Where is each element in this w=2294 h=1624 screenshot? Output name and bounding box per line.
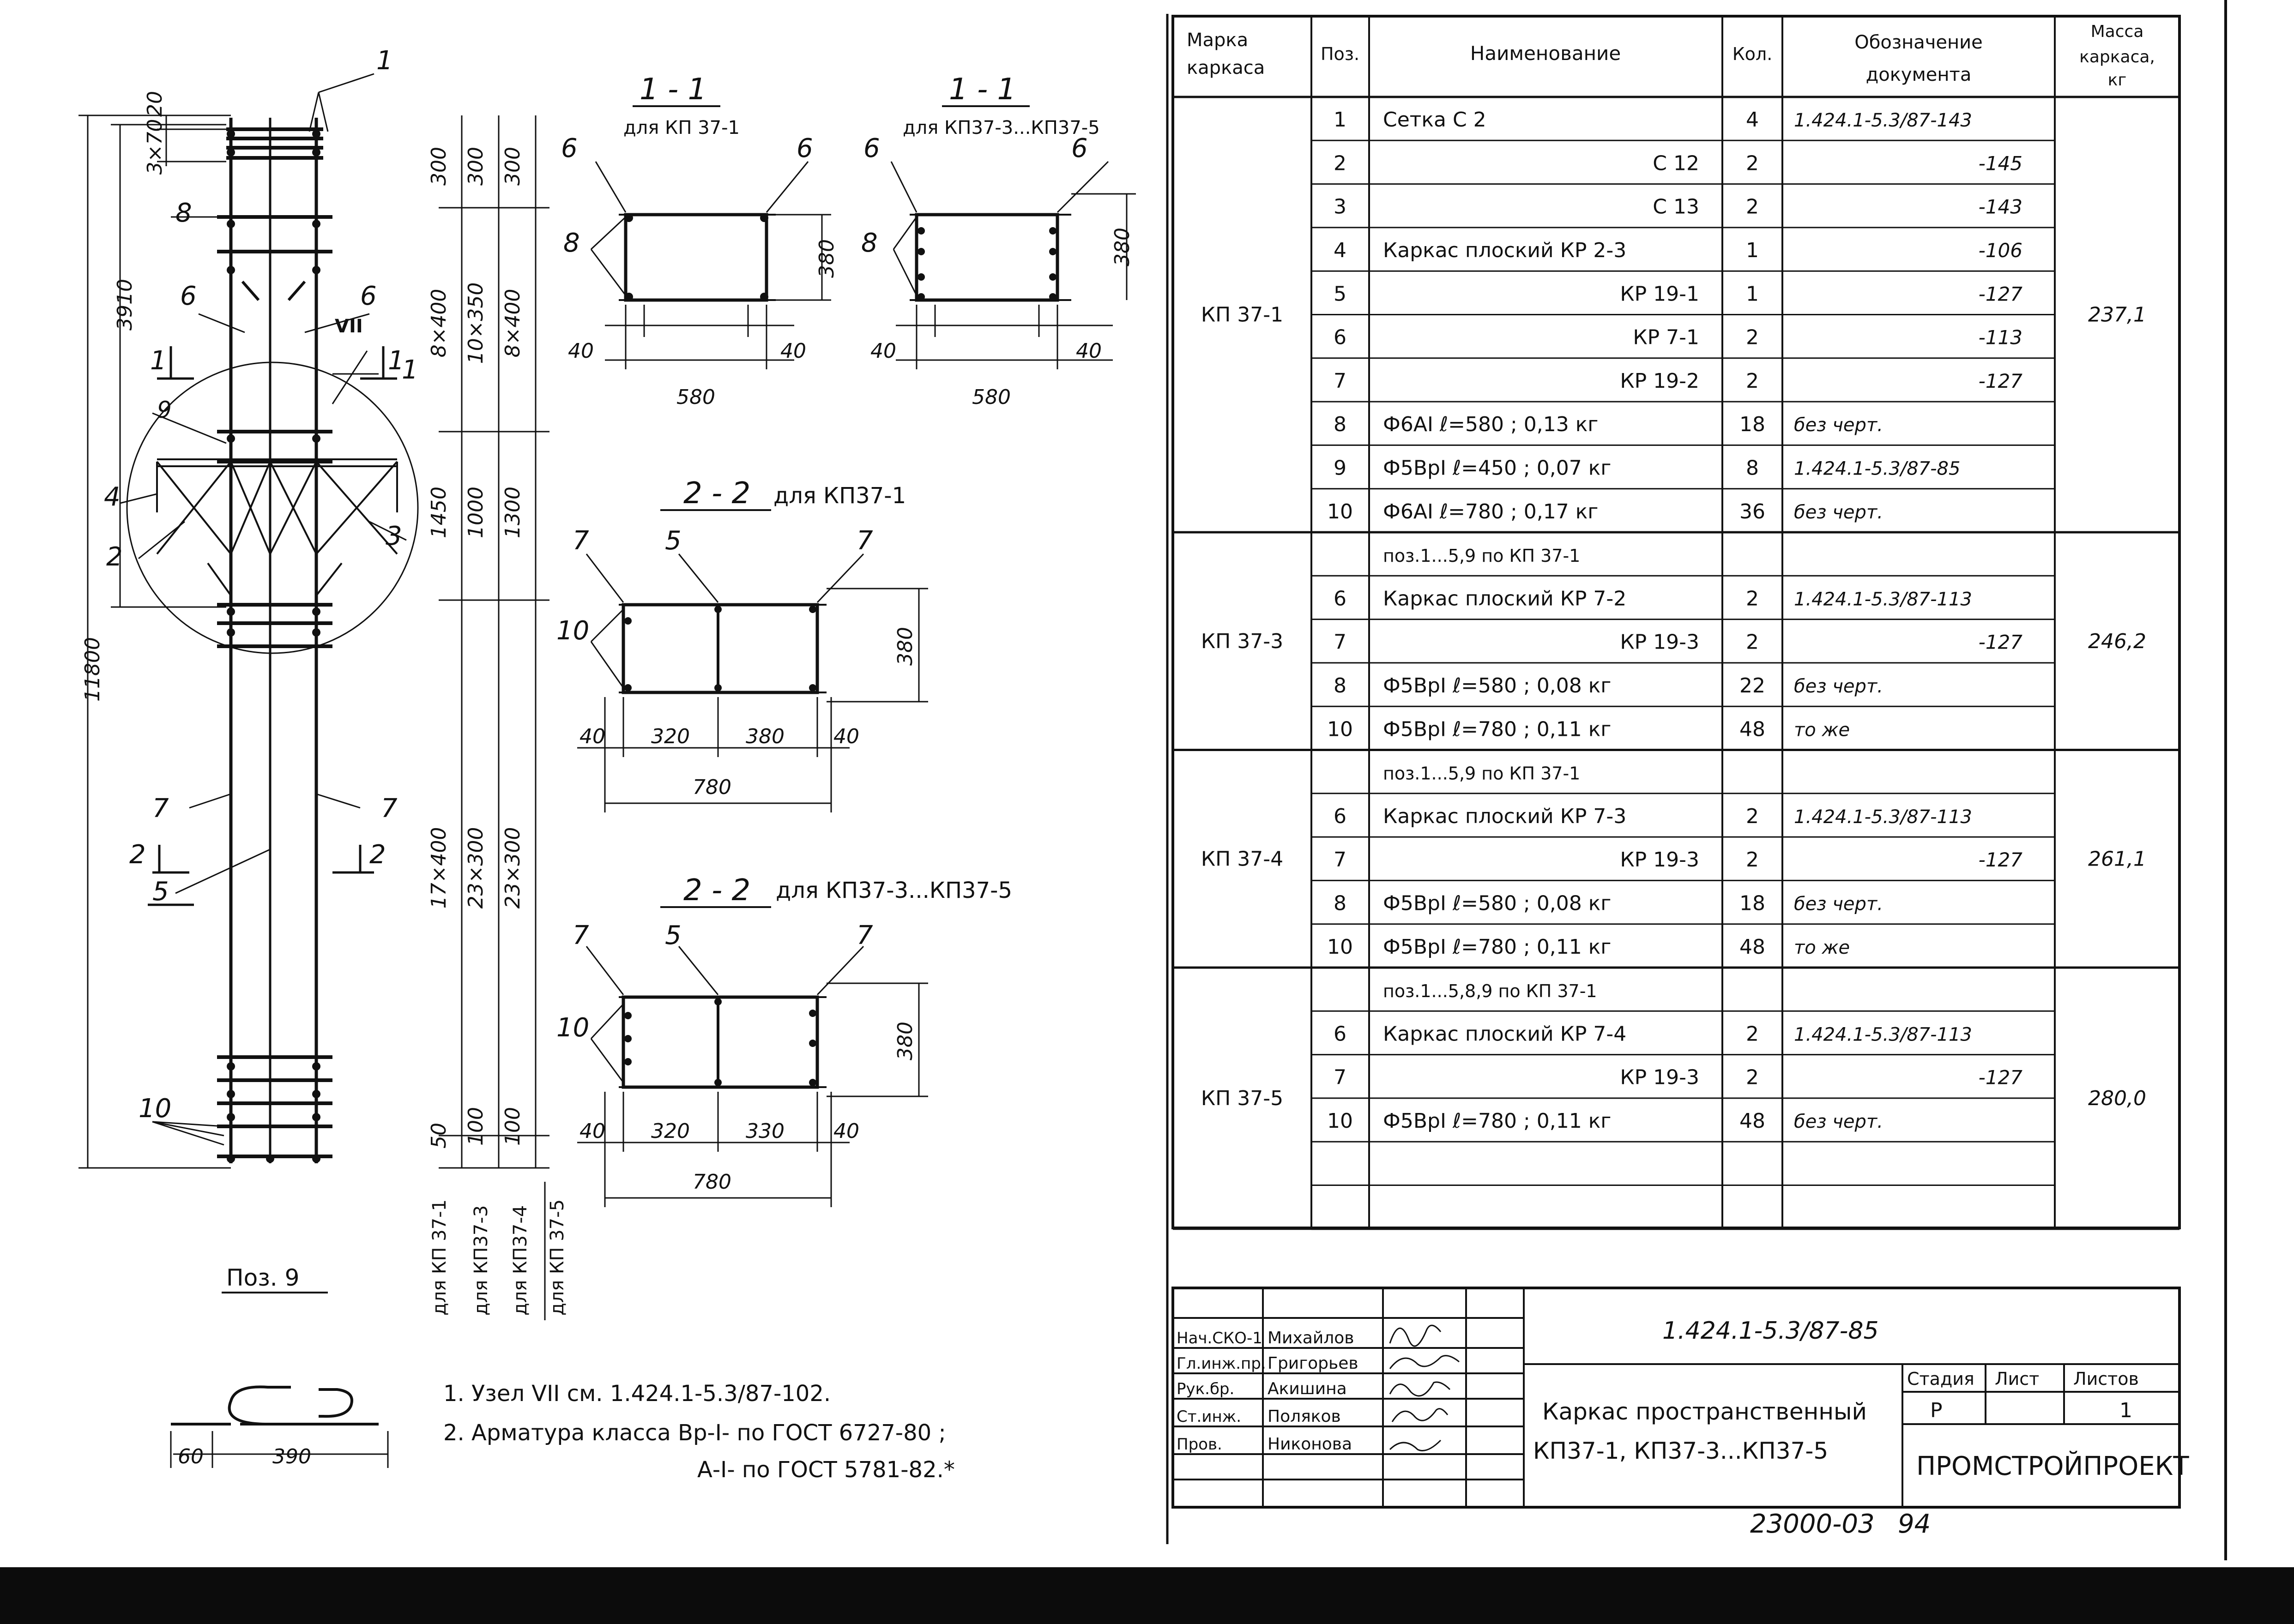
col1-dim-0: 300: [427, 147, 451, 186]
group-mark: КП 37-1: [1201, 303, 1284, 327]
sheets-label: Листов: [2073, 1369, 2139, 1389]
signer-name: Михайлов: [1268, 1329, 1354, 1347]
edge-left-dim: 40: [580, 1119, 605, 1143]
col2-dim-3: 23×300: [464, 827, 488, 909]
height-dim: 380: [893, 627, 917, 666]
row-qty: 2: [1746, 151, 1759, 175]
section-2-2-kp37-1: [556, 476, 928, 812]
row-qty: 1: [1746, 282, 1759, 306]
stage-label: Стадия: [1907, 1369, 1974, 1389]
col2-title: для КП37-3: [471, 1205, 492, 1316]
section-2-2-kp37-3-5: [556, 873, 1012, 1207]
row-qty: 8: [1746, 456, 1759, 480]
row-pos: 4: [1334, 239, 1346, 263]
header-doc-2: документа: [1865, 64, 1972, 85]
title-block: [1173, 1288, 2189, 1539]
row-qty: 2: [1746, 587, 1759, 611]
group-mark: КП 37-5: [1201, 1086, 1284, 1110]
row-qty: 18: [1739, 891, 1765, 915]
label-8: 8: [861, 228, 878, 258]
row-pos: 8: [1334, 674, 1346, 698]
pos-label-7b: 7: [381, 794, 398, 824]
col1-dim-1: 8×400: [427, 289, 451, 358]
label-6a: 6: [863, 133, 880, 163]
header-mark-2: каркаса: [1187, 57, 1265, 78]
col1-dim-2: 1450: [427, 487, 451, 538]
label-6b: 6: [1071, 133, 1088, 163]
header-pos: Поз.: [1320, 44, 1360, 64]
label-7a: 7: [573, 526, 589, 556]
row-doc: -113: [1978, 326, 2022, 349]
pos9-title: Поз. 9: [226, 1264, 300, 1291]
section-mark-1a: 1: [150, 346, 167, 376]
node-mark: VII: [335, 316, 363, 337]
row-name: Ф6АI ℓ=580 ; 0,13 кг: [1383, 413, 1599, 437]
col3-title: для КП37-4: [510, 1205, 531, 1316]
row-doc: -145: [1978, 152, 2022, 175]
pos9-dim-a: 60: [178, 1445, 204, 1468]
row-qty: 2: [1746, 1022, 1759, 1046]
header-doc: Обозначение: [1854, 32, 1983, 53]
notes: [443, 1381, 955, 1483]
signer-name: Никонова: [1268, 1435, 1352, 1454]
edge-left-dim: 40: [870, 339, 896, 363]
row-pos: 6: [1334, 325, 1346, 349]
pos9-dim-b: 390: [272, 1445, 311, 1468]
elevation-labels: [104, 46, 418, 1124]
label-5: 5: [665, 526, 682, 556]
width-dim: 780: [693, 1170, 731, 1194]
row-doc: -143: [1978, 195, 2022, 218]
row-name: Сетка С 2: [1383, 108, 1486, 132]
row-qty: 2: [1746, 369, 1759, 393]
row-doc: -127: [1978, 283, 2022, 306]
sheet-label: Лист: [1995, 1369, 2040, 1389]
col3-dim-4: 100: [501, 1107, 525, 1146]
mid-right-dim: 330: [746, 1119, 785, 1143]
col2-dim-4: 100: [464, 1107, 488, 1146]
signatures: [1390, 1325, 1459, 1450]
mid-left-dim: 320: [651, 1119, 690, 1143]
row-name: поз.1...5,9 по КП 37-1: [1383, 763, 1581, 784]
row-pos: 10: [1327, 1109, 1353, 1133]
row-pos: 8: [1334, 891, 1346, 915]
mid-right-dim: 380: [746, 725, 785, 748]
row-doc: 1.424.1-5.3/87-113: [1794, 589, 1972, 610]
title-line-2: КП37-1, КП37-3...КП37-5: [1533, 1438, 1829, 1464]
row-doc: без черт.: [1794, 1111, 1883, 1133]
row-doc: без черт.: [1794, 676, 1883, 698]
row-doc: -127: [1978, 1066, 2022, 1089]
row-name: КР 19-3: [1620, 848, 1699, 872]
label-10: 10: [556, 1013, 590, 1043]
label-7b: 7: [857, 920, 873, 950]
row-name: КР 19-3: [1620, 630, 1699, 654]
col3-dim-1: 8×400: [501, 289, 525, 358]
section-subtitle: для КП37-3...КП37-5: [903, 117, 1100, 138]
group-mark: КП 37-3: [1201, 629, 1284, 653]
col2-dim-2: 1000: [464, 487, 488, 538]
section-title: 1 - 1: [640, 72, 707, 107]
col1-title: для КП 37-1: [429, 1199, 450, 1316]
row-doc: без черт.: [1794, 501, 1883, 523]
label-6b: 6: [797, 133, 813, 163]
width-dim: 580: [972, 385, 1011, 409]
pos-label-7a: 7: [152, 794, 169, 824]
col3-dim-2: 1300: [501, 487, 525, 538]
row-qty: 36: [1739, 499, 1765, 523]
row-doc: 1.424.1-5.3/87-113: [1794, 806, 1972, 828]
col1-dim-3: 17×400: [427, 827, 451, 909]
row-name: поз.1...5,9 по КП 37-1: [1383, 546, 1581, 566]
row-pos: 7: [1334, 630, 1346, 654]
label-7b: 7: [857, 526, 873, 556]
doc-code: 1.424.1-5.3/87-85: [1662, 1317, 1879, 1345]
title-line-1: Каркас пространственный: [1542, 1398, 1867, 1425]
row-pos: 2: [1334, 151, 1346, 175]
row-name: КР 19-2: [1620, 369, 1699, 393]
pos-label-6b: 6: [360, 281, 377, 311]
row-pos: 9: [1334, 456, 1346, 480]
section-title: 2 - 2: [683, 873, 751, 908]
section-1-1-kp37-3-5: [861, 72, 1136, 409]
section-1-1-kp37-1: [561, 72, 839, 409]
row-doc: -127: [1978, 631, 2022, 654]
pos-label-1: 1: [376, 46, 393, 76]
col3-dim-3: 23×300: [501, 827, 525, 909]
row-name: Ф5ВрI ℓ=580 ; 0,08 кг: [1383, 674, 1612, 698]
row-doc: то же: [1794, 937, 1850, 958]
row-qty: 22: [1739, 674, 1765, 698]
top-offset-dim: 20: [143, 91, 167, 117]
row-pos: 6: [1334, 587, 1346, 611]
row-qty: 4: [1746, 108, 1759, 132]
row-doc: -127: [1978, 369, 2022, 392]
row-name: С 13: [1653, 195, 1699, 219]
spec-table: [1173, 16, 2179, 1229]
org-name: ПРОМСТРОЙПРОЕКТ: [1916, 1451, 2189, 1481]
height-dim: 380: [1111, 228, 1134, 266]
section-mark-2b: 2: [369, 840, 386, 870]
row-name: поз.1...5,8,9 по КП 37-1: [1383, 981, 1597, 1002]
row-name: Каркас плоский КР 7-2: [1383, 587, 1627, 611]
section-subtitle: для КП37-1: [773, 483, 906, 509]
signer-role: Гл.инж.пр.: [1177, 1354, 1266, 1373]
row-doc: без черт.: [1794, 893, 1883, 915]
pos-label-4: 4: [104, 482, 121, 512]
section-mark-1b: 1: [388, 346, 404, 376]
pos-label-10: 10: [139, 1094, 172, 1124]
row-pos: 6: [1334, 1022, 1346, 1046]
scan-edge-band: [0, 1567, 2294, 1624]
header-mark: Марка: [1187, 30, 1249, 51]
header-mass: Масса: [2090, 22, 2144, 41]
archive-number: 23000-03: [1750, 1509, 1875, 1539]
row-name: Каркас плоский КР 7-3: [1383, 804, 1627, 828]
row-pos: 7: [1334, 1065, 1346, 1089]
row-qty: 48: [1739, 1109, 1765, 1133]
note-2: 2. Арматура класса Вр-I- по ГОСТ 6727-80 ;: [443, 1420, 946, 1446]
section-subtitle: для КП 37-1: [623, 117, 740, 138]
row-qty: 1: [1746, 239, 1759, 263]
row-doc: -106: [1978, 239, 2022, 262]
elevation-view: [78, 74, 549, 1168]
top-spacing-dim: 3×70: [143, 119, 167, 175]
header-qty: Кол.: [1732, 44, 1773, 64]
pos-label-2: 2: [106, 542, 123, 572]
node-mark-side: 1: [402, 355, 418, 385]
pos-label-3: 3: [386, 521, 402, 551]
row-doc: 1.424.1-5.3/87-113: [1794, 1024, 1972, 1046]
row-doc: 1.424.1-5.3/87-143: [1794, 110, 1972, 132]
section-title: 2 - 2: [683, 476, 751, 511]
row-qty: 2: [1746, 804, 1759, 828]
row-doc: -127: [1978, 848, 2022, 872]
label-8: 8: [563, 228, 580, 258]
signer-name: Акишина: [1268, 1379, 1347, 1398]
row-pos: 7: [1334, 369, 1346, 393]
edge-left-dim: 40: [580, 725, 605, 748]
row-pos: 7: [1334, 848, 1346, 872]
row-qty: 2: [1746, 1065, 1759, 1089]
stage-value: Р: [1930, 1399, 1943, 1422]
signer-role: Пров.: [1177, 1435, 1222, 1454]
row-qty: 18: [1739, 413, 1765, 437]
row-qty: 48: [1739, 717, 1765, 741]
row-name: Ф5ВрI ℓ=780 ; 0,11 кг: [1383, 1109, 1612, 1133]
pos-label-8: 8: [175, 198, 192, 228]
signer-role: Ст.инж.: [1177, 1407, 1242, 1426]
section-title: 1 - 1: [949, 72, 1016, 107]
row-qty: 2: [1746, 195, 1759, 219]
total-height-dim: 11800: [81, 637, 104, 702]
row-pos: 3: [1334, 195, 1346, 219]
group-mark: КП 37-4: [1201, 847, 1284, 871]
row-doc: без черт.: [1794, 415, 1883, 436]
col1-dim-4: 50: [427, 1123, 451, 1149]
edge-left-dim: 40: [568, 339, 594, 363]
col2-dim-0: 300: [464, 147, 488, 186]
signer-name: Поляков: [1268, 1407, 1341, 1426]
mid-left-dim: 320: [651, 725, 690, 748]
row-name: Каркас плоский КР 7-4: [1383, 1022, 1627, 1046]
group-mass: 280,0: [2088, 1086, 2146, 1110]
group-mass: 237,1: [2088, 303, 2146, 327]
row-qty: 2: [1746, 325, 1759, 349]
label-7a: 7: [573, 920, 589, 950]
edge-right-dim: 40: [833, 725, 859, 748]
group-mass: 246,2: [2088, 629, 2146, 653]
edge-right-dim: 40: [833, 1119, 859, 1143]
row-name: Каркас плоский КР 2-3: [1383, 239, 1627, 263]
pos-label-9: 9: [157, 397, 172, 423]
page-number: 94: [1898, 1509, 1931, 1539]
row-pos: 10: [1327, 717, 1353, 741]
row-qty: 2: [1746, 848, 1759, 872]
pos-label-6a: 6: [180, 281, 197, 311]
row-doc: 1.424.1-5.3/87-85: [1794, 458, 1961, 480]
signer-role: Нач.СКО-1: [1177, 1329, 1262, 1347]
row-qty: 2: [1746, 630, 1759, 654]
header-name: Наименование: [1470, 42, 1621, 65]
row-pos: 6: [1334, 804, 1346, 828]
row-name: КР 19-3: [1620, 1065, 1699, 1089]
label-5: 5: [665, 920, 682, 950]
label-6a: 6: [561, 133, 578, 163]
width-dim: 780: [693, 776, 731, 799]
signer-name: Григорьев: [1268, 1354, 1358, 1373]
edge-right-dim: 40: [1076, 339, 1102, 363]
row-pos: 10: [1327, 935, 1353, 959]
col4-title: для КП 37-5: [547, 1199, 568, 1316]
signer-role: Рук.бр.: [1177, 1380, 1235, 1398]
row-name: КР 7-1: [1633, 325, 1699, 349]
row-pos: 10: [1327, 499, 1353, 523]
row-name: Ф5ВрI ℓ=580 ; 0,08 кг: [1383, 891, 1612, 915]
top-height-dim: 3910: [113, 279, 137, 331]
row-qty: 48: [1739, 935, 1765, 959]
edge-right-dim: 40: [780, 339, 806, 363]
note-1: 1. Узел VII см. 1.424.1-5.3/87-102.: [443, 1381, 831, 1407]
pos9-detail: [171, 1264, 388, 1468]
row-name: Ф5ВрI ℓ=450 ; 0,07 кг: [1383, 456, 1612, 480]
row-name: Ф5ВрI ℓ=780 ; 0,11 кг: [1383, 717, 1612, 741]
sheets-value: 1: [2119, 1399, 2132, 1422]
header-mass-3: кг: [2107, 71, 2127, 90]
note-2-cont: А-I- по ГОСТ 5781-82.*: [697, 1457, 955, 1483]
row-name: С 12: [1653, 151, 1699, 175]
width-dim: 580: [676, 385, 715, 409]
row-name: Ф5ВрI ℓ=780 ; 0,11 кг: [1383, 935, 1612, 959]
col2-dim-1: 10×350: [464, 282, 488, 364]
label-10: 10: [556, 616, 590, 646]
header-mass-2: каркаса,: [2079, 48, 2155, 66]
group-mass: 261,1: [2088, 847, 2146, 871]
row-doc: то же: [1794, 719, 1850, 741]
height-dim: 380: [815, 239, 839, 278]
col3-dim-0: 300: [501, 147, 525, 186]
row-pos: 8: [1334, 413, 1346, 437]
pos-label-5: 5: [152, 877, 169, 907]
row-pos: 1: [1334, 108, 1346, 132]
height-dim: 380: [893, 1022, 917, 1060]
row-name: КР 19-1: [1620, 282, 1699, 306]
row-pos: 5: [1334, 282, 1346, 306]
section-mark-2a: 2: [129, 840, 146, 870]
row-name: Ф6АI ℓ=780 ; 0,17 кг: [1383, 499, 1599, 523]
section-subtitle: для КП37-3...КП37-5: [776, 878, 1012, 903]
